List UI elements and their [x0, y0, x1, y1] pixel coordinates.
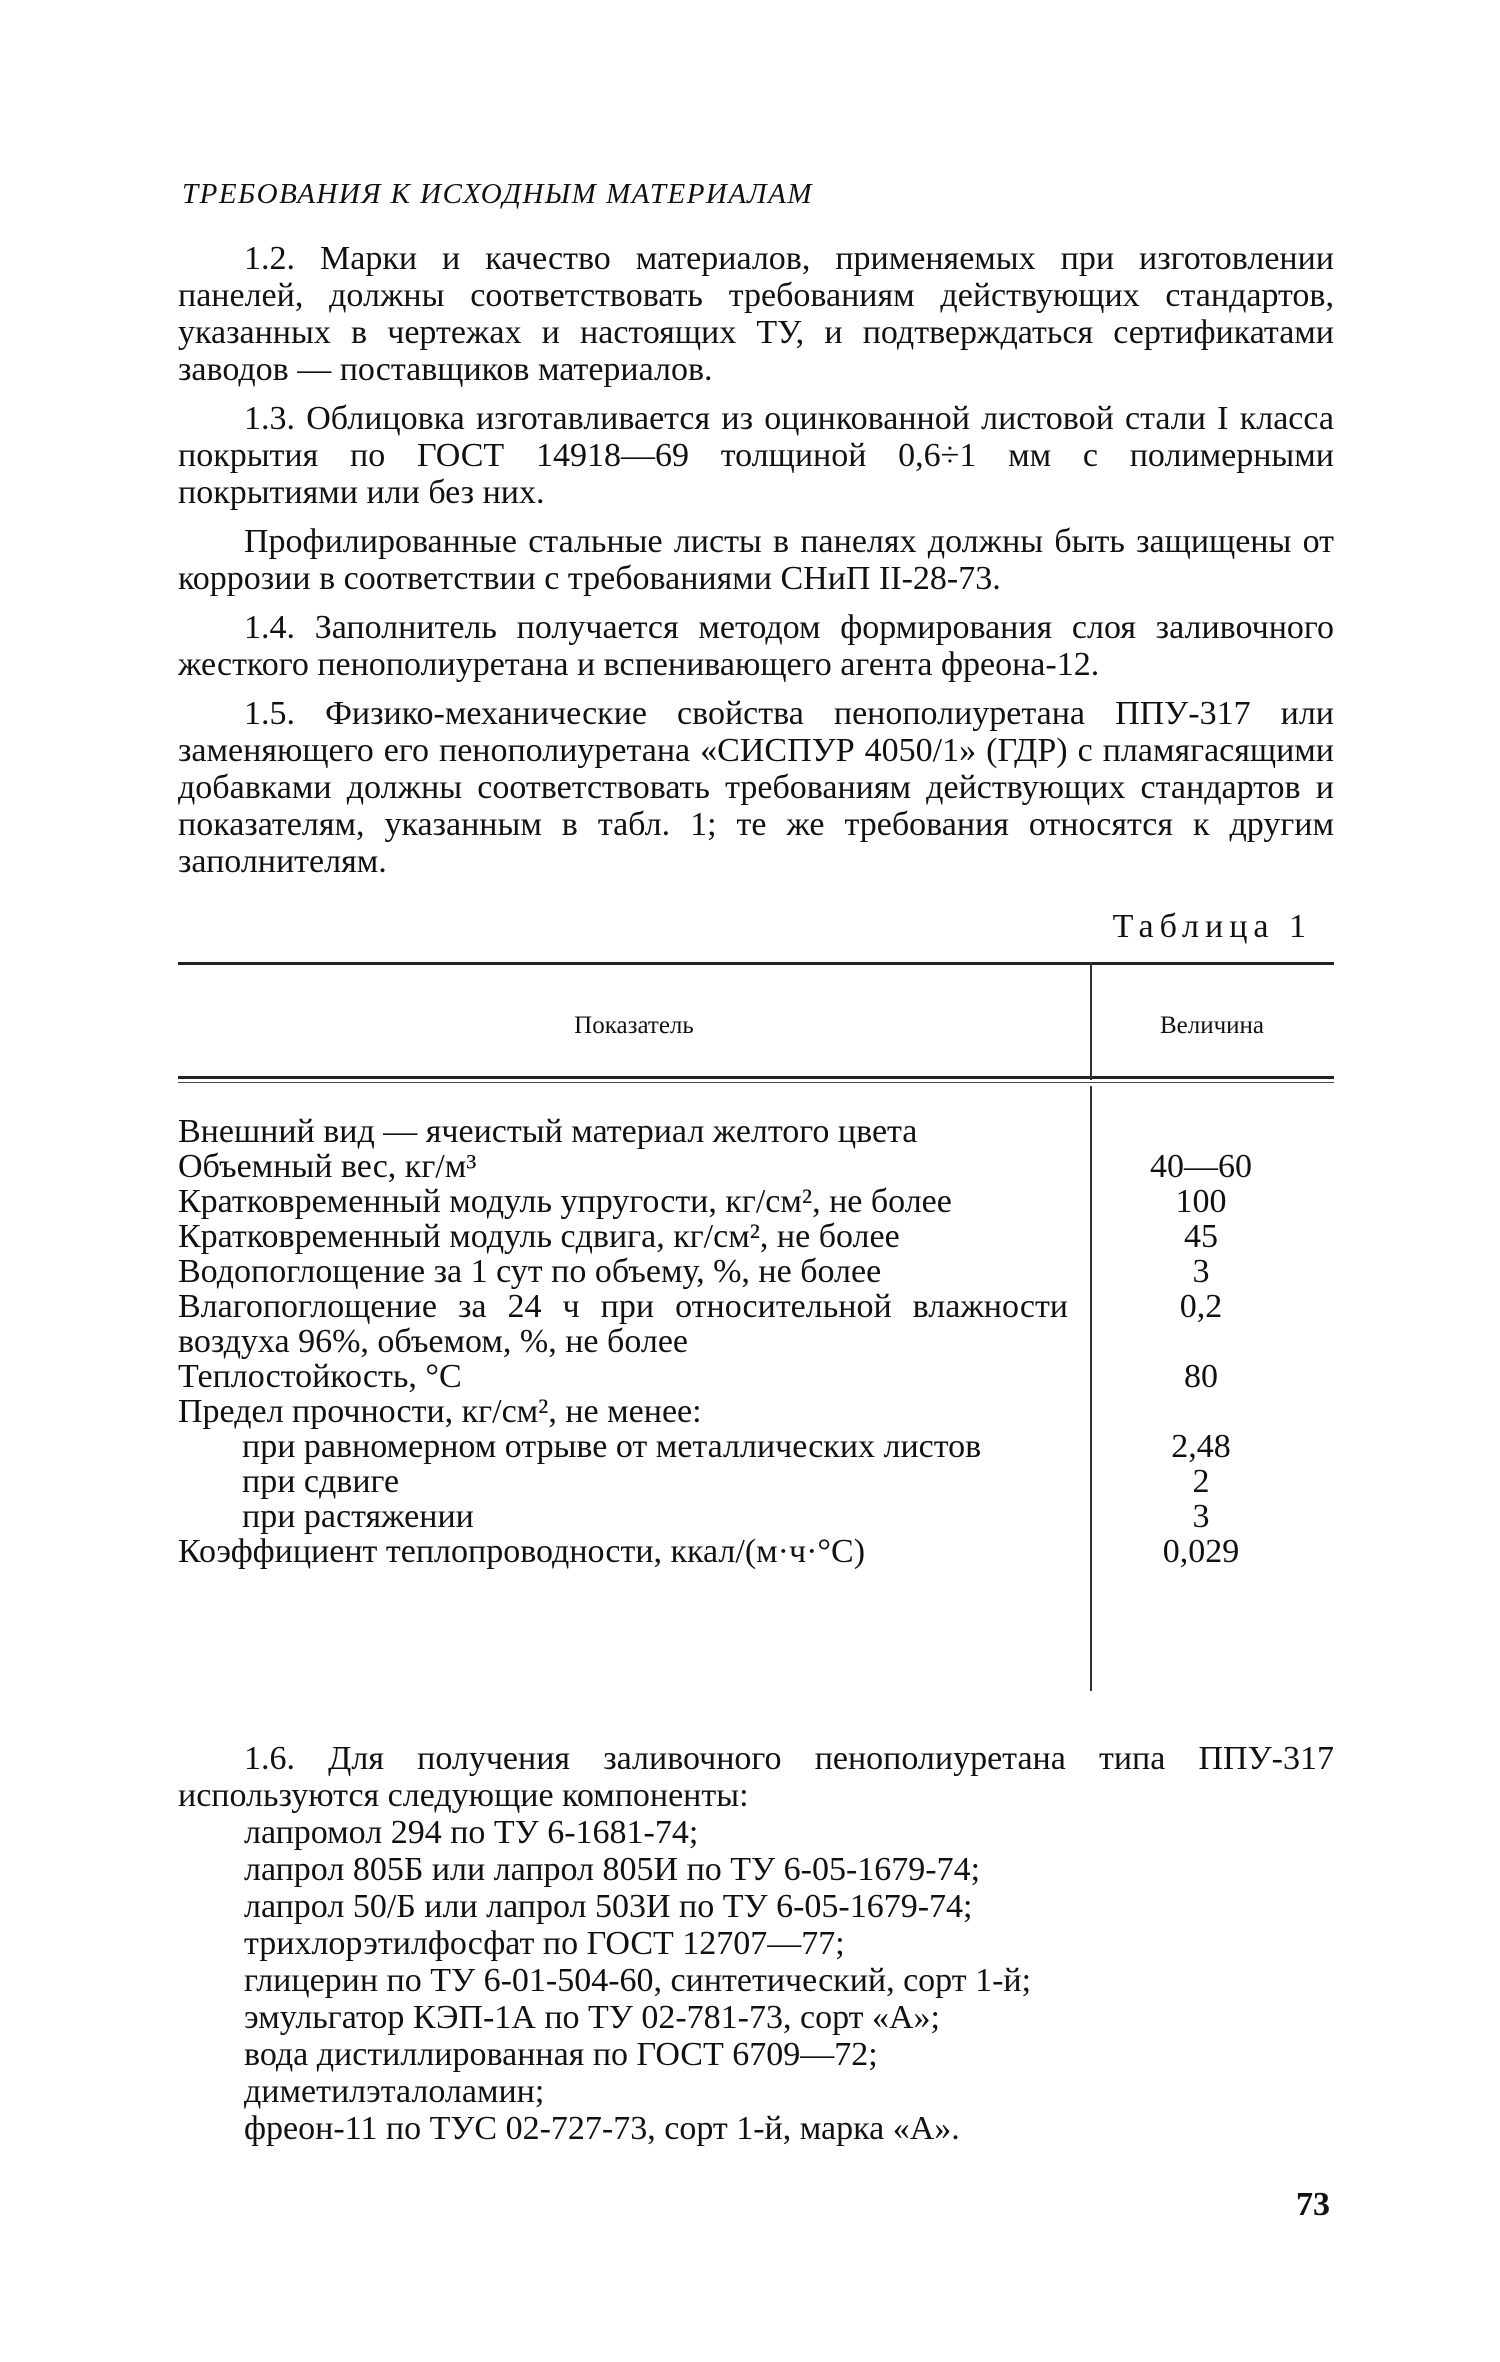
- table-row: [178, 1359, 1334, 1394]
- list-item: вода дистиллированная по ГОСТ 6709—72;: [244, 2036, 878, 2073]
- table-top-rule: [178, 962, 1334, 965]
- column-header-value: Величина: [1159, 1012, 1265, 1039]
- table-row: [178, 1254, 1334, 1289]
- list-item: трихлорэтилфосфат по ГОСТ 12707—77;: [244, 1925, 845, 1962]
- row-label: при равномерном отрыве от металлических листов: [242, 1428, 982, 1465]
- row-value: [1068, 1394, 1334, 1429]
- row-value: 0,2: [1179, 1288, 1223, 1325]
- row-label: Влагопоглощение за 24 ч при относительной влажности воздуха 96%, объемом, %, не более: [178, 1288, 1068, 1360]
- row-value: 45: [1184, 1218, 1218, 1255]
- row-value: 2: [1192, 1463, 1210, 1500]
- row-value: [1068, 1114, 1334, 1149]
- paragraph-1-5: 1.5. Физико-механические свойства пенополиуретана ППУ-317 или заменяющего его пенополиуретана «СИСПУР 4050/1» (ГДР) с пламягасящими добавками должны соответствовать требованиям действующих стандартов и показателям, указанным в табл. 1; те же требования относятся к другим заполнителям.: [178, 695, 1334, 880]
- list-item: фреон-11 по ТУС 02-727-73, сорт 1-й, марка «А».: [244, 2110, 960, 2147]
- header-column-divider: [1090, 962, 1092, 1080]
- row-label: Коэффициент теплопроводности, ккал/(м·ч·°С): [178, 1533, 866, 1570]
- list-item: лапромол 294 по ТУ 6-1681-74;: [244, 1814, 699, 1851]
- row-value: 3: [1192, 1253, 1210, 1290]
- row-label: Кратковременный модуль упругости, кг/см², не более: [178, 1183, 952, 1220]
- page-number: 73: [1296, 2186, 1330, 2223]
- row-value: 100: [1175, 1183, 1227, 1220]
- paragraph-1-2: 1.2. Марки и качество материалов, применяемых при изготовлении панелей, должны соответствовать требованиям действующих стандартов, указанных в чертежах и настоящих ТУ, и подтверждаться сертификатами заводов — поставщиков материалов.: [178, 240, 1334, 388]
- list-item: глицерин по ТУ 6-01-504-60, синтетический, сорт 1-й;: [244, 1962, 1032, 1999]
- row-value: 40—60: [1150, 1148, 1252, 1185]
- row-value: 0,029: [1162, 1533, 1240, 1570]
- paragraph-1-3: 1.3. Облицовка изготавливается из оцинкованной листовой стали I класса покрытия по ГОСТ 14918—69 толщиной 0,6÷1 мм с полимерными покрытиями или без них.: [178, 400, 1334, 511]
- list-item: лапрол 50/Б или лапрол 503И по ТУ 6-05-1679-74;: [244, 1888, 973, 1925]
- table-row: [178, 1394, 1334, 1429]
- row-value: 3: [1192, 1498, 1210, 1535]
- row-value: 2,48: [1171, 1428, 1231, 1465]
- table-row: [178, 1464, 1334, 1499]
- table-row: [178, 1534, 1334, 1569]
- table-row: [178, 1114, 1334, 1149]
- row-label: Водопоглощение за 1 сут по объему, %, не более: [178, 1253, 882, 1290]
- table-row: [178, 1149, 1334, 1184]
- row-label: при сдвиге: [242, 1463, 400, 1500]
- row-label: Предел прочности, кг/см², не менее:: [178, 1393, 702, 1430]
- column-header-indicator: Показатель: [574, 1012, 694, 1039]
- paragraph-1-4: 1.4. Заполнитель получается методом формирования слоя заливочного жесткого пенополиуретана и вспенивающего агента фреона-12.: [178, 609, 1334, 683]
- row-value: 80: [1184, 1358, 1218, 1395]
- table-body: [178, 1114, 1334, 1569]
- component-list: [244, 1814, 1334, 2147]
- row-label: при растяжении: [242, 1498, 474, 1535]
- table-row: [178, 1429, 1334, 1464]
- document-page: [178, 176, 1334, 2147]
- properties-table: [178, 962, 1334, 1722]
- table-row: [178, 1289, 1334, 1359]
- row-label: Внешний вид — ячеистый материал желтого цвета: [178, 1113, 918, 1150]
- list-item: диметилэталоламин;: [244, 2073, 545, 2110]
- table-row: [178, 1499, 1334, 1534]
- paragraph-1-6: 1.6. Для получения заливочного пенополиуретана типа ППУ-317 используются следующие компоненты:: [178, 1740, 1334, 1814]
- header-bottom-rule: [178, 1076, 1334, 1079]
- table-row: [178, 1219, 1334, 1254]
- table-caption: Таблица 1: [1112, 908, 1312, 945]
- table-row: [178, 1184, 1334, 1219]
- paragraph-profiled-sheets: Профилированные стальные листы в панелях должны быть защищены от коррозии в соответствии с требованиями СНиП II-28-73.: [178, 523, 1334, 597]
- header-bottom-rule-thin: [178, 1082, 1334, 1083]
- list-item: лапрол 805Б или лапрол 805И по ТУ 6-05-1679-74;: [244, 1851, 981, 1888]
- list-item: эмульгатор КЭП-1А по ТУ 02-781-73, сорт «А»;: [244, 1999, 941, 2036]
- row-label: Теплостойкость, °С: [178, 1358, 462, 1395]
- row-label: Кратковременный модуль сдвига, кг/см², не более: [178, 1218, 900, 1255]
- section-heading: ТРЕБОВАНИЯ К ИСХОДНЫМ МАТЕРИАЛАМ: [182, 178, 814, 210]
- row-label: Объемный вес, кг/м³: [178, 1148, 477, 1185]
